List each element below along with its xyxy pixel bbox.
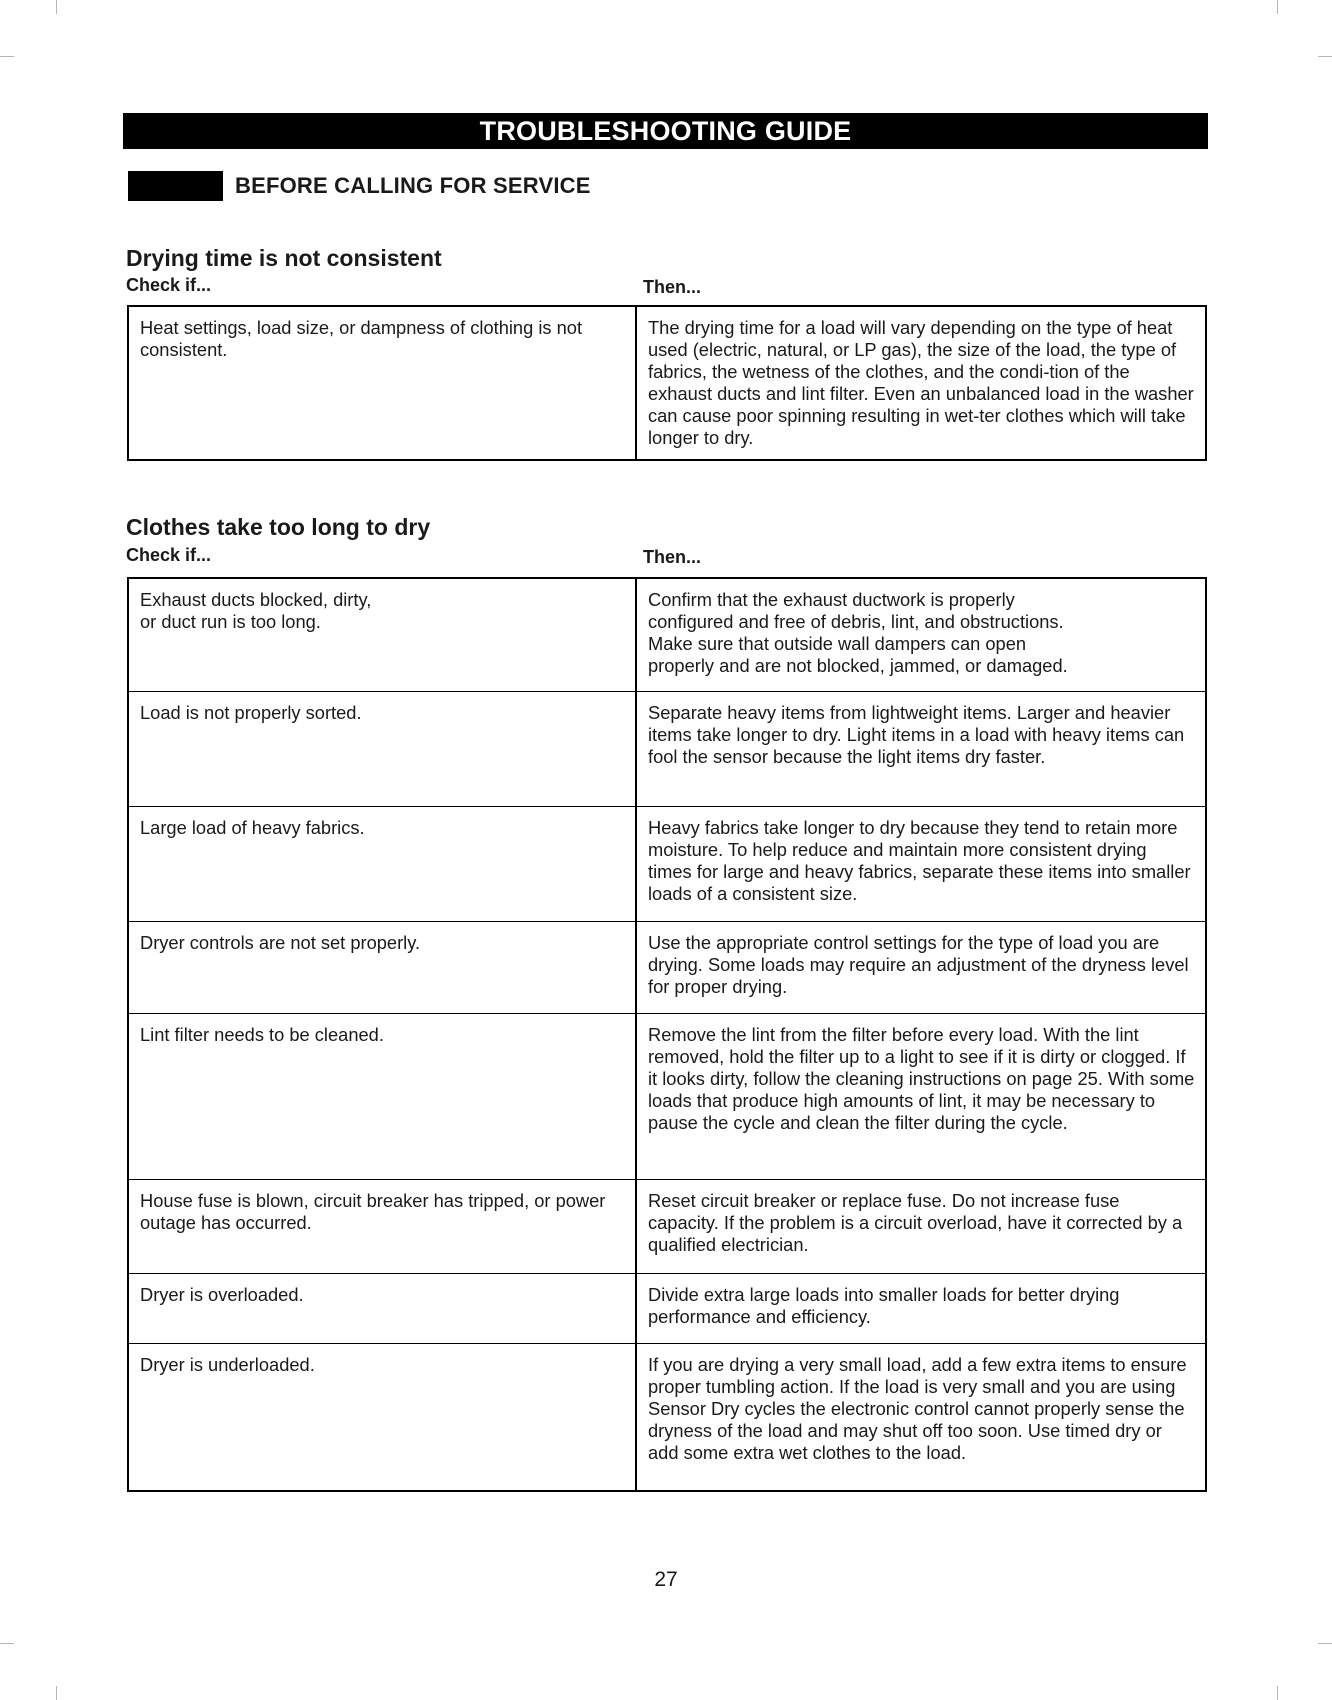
table-row <box>128 692 1206 807</box>
troubleshooting-table <box>127 305 1207 461</box>
subheading-text: BEFORE CALLING FOR SERVICE <box>235 173 591 198</box>
crop-mark <box>56 1686 57 1700</box>
check-if-cell: House fuse is blown, circuit breaker has tripped, or power outage has occurred. <box>128 1180 636 1274</box>
section-title: Drying time is not consistent <box>126 245 442 271</box>
table-row <box>128 578 1206 692</box>
subheading <box>128 171 591 201</box>
check-if-cell: Lint filter needs to be cleaned. <box>128 1014 636 1180</box>
table-row <box>128 1014 1206 1180</box>
page-title: TROUBLESHOOTING GUIDE <box>123 113 1208 149</box>
then-cell: Divide extra large loads into smaller loads for better drying performance and efficiency. <box>636 1274 1206 1344</box>
table-row <box>128 1344 1206 1492</box>
table-row <box>128 807 1206 922</box>
then-cell: Reset circuit breaker or replace fuse. Do not increase fuse capacity. If the problem is a circuit overload, have it corrected by a qualified electrician. <box>636 1180 1206 1274</box>
troubleshooting-table <box>127 577 1207 1492</box>
section-title: Clothes take too long to dry <box>126 514 431 540</box>
crop-mark <box>1277 1686 1278 1700</box>
then-cell: Heavy fabrics take longer to dry because they tend to retain more moisture. To help reduce and maintain more consistent drying times for large and heavy fabrics, separate these items into smaller loads of a consistent size. <box>636 807 1206 922</box>
then-cell: If you are drying a very small load, add a few extra items to ensure proper tumbling action. If the load is very small and you are using Sensor Dry cycles the electronic control cannot properly sense the dryness of the load and may shut off too soon. Use timed dry or add some extra wet clothes to the load. <box>636 1344 1206 1492</box>
check-if-cell: Dryer controls are not set properly. <box>128 922 636 1014</box>
page-number: 27 <box>654 1568 678 1591</box>
crop-mark <box>0 56 14 57</box>
then-label: Then... <box>643 547 701 567</box>
table-row <box>128 306 1206 460</box>
table-row <box>128 1180 1206 1274</box>
check-if-cell: Heat settings, load size, or dampness of clothing is not consistent. <box>128 306 636 460</box>
check-if-cell: Large load of heavy fabrics. <box>128 807 636 922</box>
then-label: Then... <box>643 277 701 297</box>
then-cell: Confirm that the exhaust ductwork is properly configured and free of debris, lint, and obstructions. Make sure that outside wall dampers can open properly and are not blocked, jammed, or damaged. <box>648 589 1068 676</box>
then-cell: The drying time for a load will vary depending on the type of heat used (electric, natural, or LP gas), the size of the load, the type of fabrics, the wetness of the clothes, and the condi-tion of the exhaust ducts and lint filter. Even an unbalanced load in the washer can cause poor spinning resulting in wet-ter clothes which will take longer to dry. <box>648 317 1194 448</box>
subheading-block <box>128 171 223 201</box>
crop-mark <box>1318 56 1332 57</box>
check-if-label: Check if... <box>126 545 212 565</box>
check-if-cell: Dryer is underloaded. <box>128 1344 636 1492</box>
crop-mark <box>56 0 57 14</box>
check-if-cell: Load is not properly sorted. <box>128 692 636 807</box>
crop-mark <box>1318 1643 1332 1644</box>
check-if-cell: Dryer is overloaded. <box>128 1274 636 1344</box>
check-if-label: Check if... <box>126 275 212 295</box>
check-if-cell: Exhaust ducts blocked, dirty, or duct run is too long. <box>128 578 636 692</box>
crop-mark <box>1277 0 1278 14</box>
then-cell: Separate heavy items from lightweight items. Larger and heavier items take longer to dry. Light items in a load with heavy items can fool the sensor because the light items dry faster. <box>636 692 1206 807</box>
then-cell: Remove the lint from the filter before every load. With the lint removed, hold the filter up to a light to see if it is dirty or clogged. If it looks dirty, follow the cleaning instructions on page 25. With some loads that produce high amounts of lint, it may be necessary to pause the cycle and clean the filter during the cycle. <box>636 1014 1206 1180</box>
crop-mark <box>0 1643 14 1644</box>
then-cell: Use the appropriate control settings for the type of load you are drying. Some loads may require an adjustment of the dryness level for proper drying. <box>636 922 1206 1014</box>
table-row <box>128 1274 1206 1344</box>
table-row <box>128 922 1206 1014</box>
